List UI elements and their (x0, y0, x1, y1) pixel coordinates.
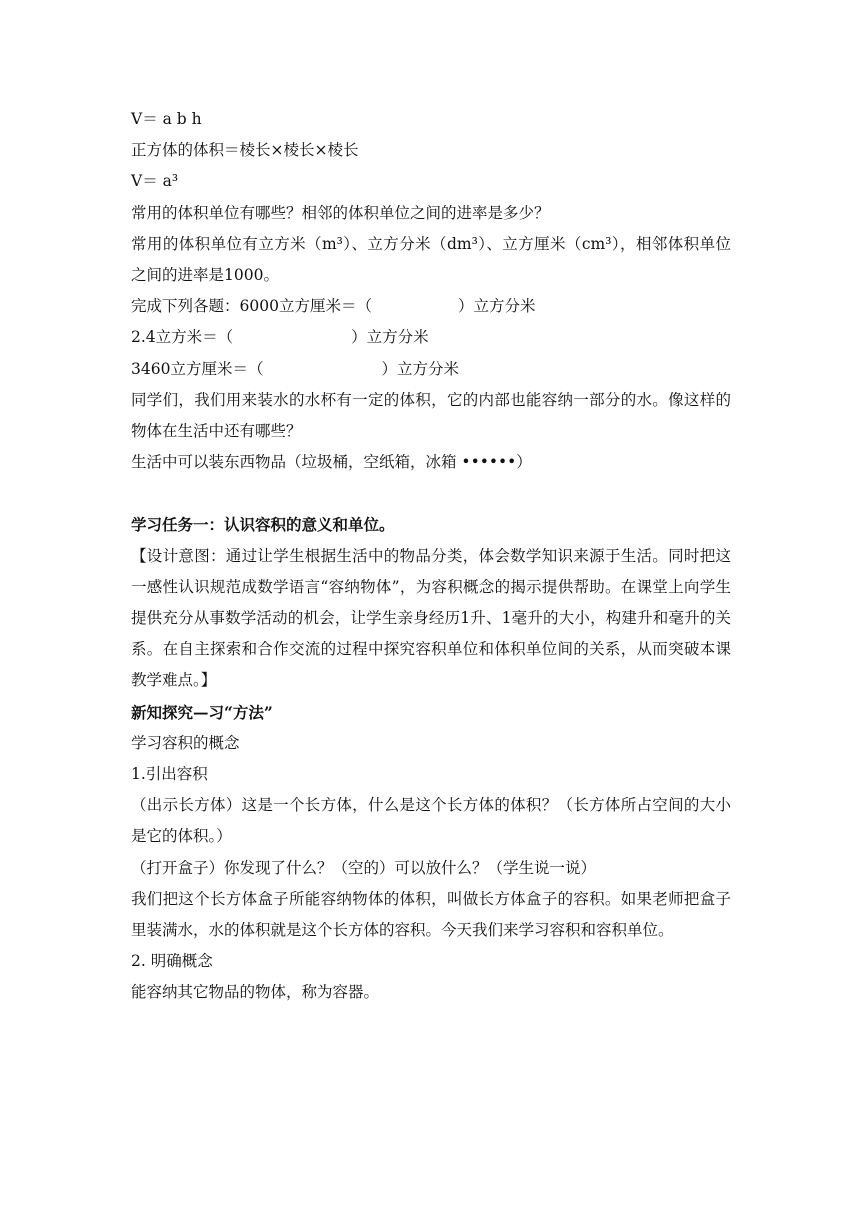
blank-line (131, 478, 731, 509)
paragraph-container-definition: 能容纳其它物品的物体，称为容器。 (131, 983, 380, 1002)
exercise-2-prefix: 2.4立方米＝（ (131, 328, 234, 347)
exercise-3-suffix: ）立方分米 (381, 359, 459, 378)
exercise-1-suffix: ）立方分米 (457, 297, 536, 316)
formula-cube-volume: V＝ a³ (131, 172, 179, 191)
formula-cuboid-volume: V＝ a b h (131, 110, 202, 128)
section-heading-explore: 新知探究—习“方法” (131, 702, 273, 722)
exercise-1-prefix: 完成下列各题：6000立方厘米＝（ (131, 297, 372, 316)
paragraph-open-box: （打开盒子）你发现了什么？（空的）可以放什么？（学生说一说） (131, 858, 597, 877)
paragraph-capacity-definition: 我们把这个长方体盒子所能容纳物体的体积，叫做长方体盒子的容积。如果老师把盒子里装满水，水的体积就是这个长方体的容积。今天我们来学习容积和容积单位。 (131, 889, 731, 940)
exercise-2-suffix: ）立方分米 (351, 328, 429, 347)
paragraph-containers-examples: 生活中可以装东西物品（垃圾桶，空纸箱，冰箱 ••••••） (131, 453, 532, 472)
design-intent-paragraph: 【设计意图：通过让学生根据生活中的物品分类，体会数学知识来源于生活。同时把这一感性认识规范成数学语言“容纳物体”，为容积概念的揭示提供帮助。在课堂上向学生提供充分从事数学活动的机会，让学生亲身经历1升、1毫升的大小，构建升和毫升的关系。在自主探索和合作交流的过程中探究容积单位和体积单位间的关系，从而突破本课教学难点。】 (131, 546, 731, 690)
question-volume-units: 常用的体积单位有哪些？相邻的体积单位之间的进率是多少？ (131, 203, 550, 222)
section-heading-task-one: 学习任务一：认识容积的意义和单位。 (131, 515, 395, 535)
exercise-1 (131, 291, 731, 322)
step-1-title: 1.引出容积 (131, 765, 208, 784)
subheading-capacity-concept: 学习容积的概念 (131, 733, 240, 752)
step-2-title: 2. 明确概念 (131, 952, 213, 971)
exercise-2 (131, 322, 731, 353)
answer-volume-units: 常用的体积单位有立方米（m³）、立方分米（dm³）、立方厘米（cm³），相邻体积单位之间的进率是1000。 (131, 234, 731, 285)
document-body (131, 104, 731, 1009)
paragraph-show-cuboid: （出示长方体）这是一个长方体，什么是这个长方体的体积？（长方体所占空间的大小是它的体积。） (131, 796, 731, 846)
exercise-3-prefix: 3460立方厘米＝（ (131, 359, 264, 378)
cube-volume-definition: 正方体的体积＝棱长×棱长×棱长 (131, 141, 359, 160)
paragraph-cup-volume: 同学们，我们用来装水的水杯有一定的体积，它的内部也能容纳一部分的水。像这样的物体在生活中还有哪些？ (131, 390, 731, 441)
exercise-3 (131, 354, 731, 385)
